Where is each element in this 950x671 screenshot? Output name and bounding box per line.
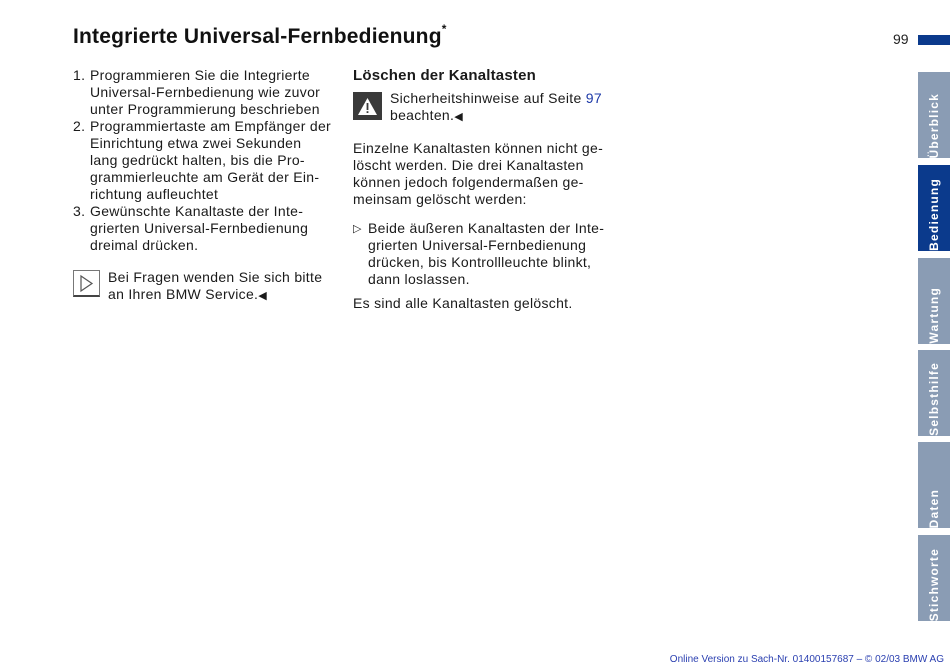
list-item: 1. Programmieren Sie die Integrierte Universal-Fernbedienung wie zuvor unter Programmierung beschrieben [73,67,321,117]
tab-ueberblick[interactable]: Überblick [918,72,950,158]
step-list [73,67,343,254]
tab-selbsthilfe[interactable]: Selbsthilfe [918,350,950,436]
list-item: 2. Programmiertaste am Empfänger der Einrichtung etwa zwei Sekunden lang gedrückt halten, bis die Pro- grammierleuchte am Gerät der Ein- richtung aufleuchtet [73,118,331,202]
list-item: 3. Gewünschte Kanaltaste der Inte- grierten Universal-Fernbedienung dreimal drücken. [73,203,309,253]
tab-daten[interactable]: Daten [918,442,950,528]
page-link[interactable]: 97 [585,90,602,106]
end-marker-icon: ◀ [454,111,463,123]
corner-accent-bar [918,35,950,45]
result-paragraph: Es sind alle Kanaltasten gelöscht. [353,295,573,311]
note-box [73,269,343,305]
warning-triangle-icon [353,92,382,120]
page-title: Integrierte Universal-Fernbedienung* [73,22,447,48]
body-paragraph: Einzelne Kanaltasten können nicht ge- löscht werden. Die drei Kanaltasten können jedoch folgendermaßen ge- meinsam gelöscht werden: [353,140,604,207]
arrow-right-icon [73,270,100,297]
right-column [353,67,615,312]
tab-wartung[interactable]: Wartung [918,258,950,344]
bullet-item: ▷ Beide äußeren Kanaltasten der Inte- grierten Universal-Fernbedienung drücken, bis Kontrollleuchte blinkt, dann loslassen. [353,220,605,287]
footer-text: Online Version zu Sach-Nr. 01400157687 – © 02/03 BMW AG [669,654,944,665]
warning-text: Sicherheitshinweise auf Seite 97 beachten.◀ [390,90,602,123]
left-column [73,67,343,305]
page-number: 99 [893,31,909,47]
warning-box [353,90,615,126]
title-asterisk: * [441,22,447,36]
tab-stichworte[interactable]: Stichworte [918,535,950,621]
bullet-arrow-icon: ▷ [353,223,362,235]
section-heading: Löschen der Kanaltasten [353,67,536,84]
note-text: Bei Fragen wenden Sie sich bitte an Ihren BMW Service.◀ [108,269,323,302]
tab-bedienung[interactable]: Bedienung [918,165,950,251]
end-marker-icon: ◀ [258,290,268,302]
